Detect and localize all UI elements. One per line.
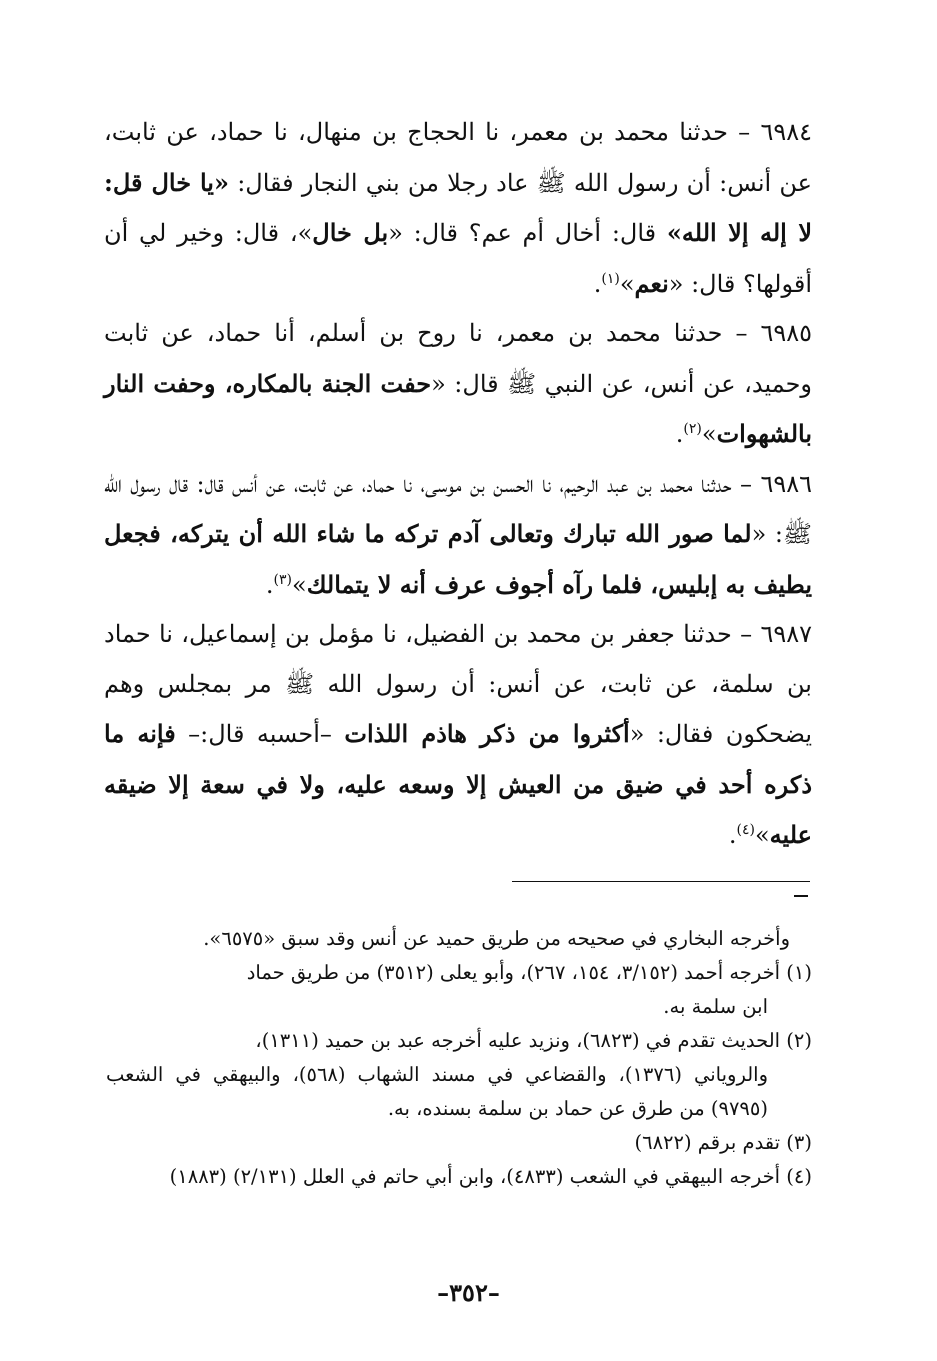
footnote-mark: (٤): [786, 1165, 812, 1188]
footnote-text: أخرجه البيهقي في الشعب (٤٨٣٣)، وابن أبي حاتم في العلل (٢/١٣١) (١٨٨٣): [169, 1165, 781, 1188]
footnote-text: تقدم برقم (٦٨٢٢): [634, 1131, 781, 1154]
hadith-body: [104, 108, 812, 861]
hadith-text: »: [292, 570, 307, 599]
hadith-number: ٦٩٨٥: [760, 319, 812, 347]
prophetic-saying: حفت الجنة بالمكاره، وحفت النار بالشهوات: [104, 368, 812, 448]
footnote-ref: (٢): [683, 421, 702, 437]
period: .: [728, 821, 737, 849]
hadith-6986: [104, 460, 812, 611]
footnote-mark: (١): [786, 961, 812, 984]
footnote-mark: (٢): [786, 1029, 812, 1052]
prophetic-saying: لما صور الله تبارك وتعالى آدم تركه ما شاء الله أن يتركه، فجعل يطيف به إبليس، فلما رآه أجوف عرف أنه لا يتمالك: [104, 519, 812, 599]
footnote-ref: (٣): [273, 571, 293, 588]
hadith-text: »: [754, 821, 770, 849]
footnote-1: [106, 956, 812, 1024]
prophetic-saying: نعم: [634, 268, 669, 298]
footnote-4: [106, 1160, 812, 1194]
hadith-number: ٦٩٨٧: [760, 620, 812, 648]
hadith-number: ٦٩٨٦: [760, 469, 812, 498]
prophetic-saying: بل خال: [312, 218, 389, 247]
footnote-ref: (٤): [736, 822, 755, 838]
footnote-text-continued: والروياني (١٣٧٦)، والقضاعي في مسند الشهاب (٥٦٨)، والبيهقي في الشعب (٩٧٩٥) من طرق عن حماد بن سلمة بسنده، به.: [106, 1063, 768, 1120]
hadith-number: ٦٩٨٤: [760, 118, 812, 146]
dash: –: [731, 620, 753, 648]
footnotes: [106, 922, 812, 1194]
hadith-text: قال: أخال أم عم؟ قال: «: [388, 219, 667, 247]
hadith-text: حدثنا جعفر بن محمد بن الفضيل، نا مؤمل بن إسماعيل، نا حماد بن سلمة، عن ثابت، عن أنس: أن رسول الله ﷺ مر بمجلس وهم يضحكون فقال: «: [104, 620, 812, 748]
hadith-text: حدثنا محمد بن عبد الرحيم، نا الحسن بن موسى، نا حماد، عن ثابت، عن أنس قال: قال رسول الله ﷺ: «: [104, 469, 813, 548]
hadith-6987: [104, 610, 812, 861]
footnote-2: [106, 1024, 812, 1126]
footnote-text-continued: ابن سلمة به.: [663, 995, 768, 1018]
hadith-text: حدثنا محمد بن معمر، نا الحجاج بن منهال، نا حماد، عن ثابت، عن أنس: أن رسول الله ﷺ عاد رجلا من بني النجار فقال:: [104, 118, 813, 197]
hadith-6984: [104, 108, 812, 309]
dash: –: [731, 469, 753, 498]
footnote-text: الحديث تقدم في (٦٨٢٣)، ونزيد عليه أخرجه عبد بن حميد (١٣١١)،: [255, 1029, 781, 1052]
period: .: [593, 269, 602, 298]
period: .: [265, 570, 274, 599]
footnote-ref: (١): [601, 270, 620, 287]
hadith-text: »: [701, 420, 717, 448]
dash: –: [727, 118, 751, 146]
hadith-text: حدثنا محمد بن معمر، نا روح بن أسلم، أنا حماد، عن ثابت وحميد، عن أنس، عن النبي ﷺ قال: «: [104, 319, 812, 398]
prophetic-saying: أكثروا من ذكر هاذم اللذات: [344, 719, 630, 748]
prophetic-saying: «يا خال قل: لا إله إلا الله»: [104, 167, 813, 247]
hadith-6985: [104, 309, 812, 460]
hadith-text: »، قال: وخير لي أن أقولها؟ قال: «: [104, 219, 812, 298]
prophetic-saying: فإنه ما ذكره أحد في ضيق من العيش إلا وسعه عليه، ولا في سعة إلا ضيقه عليه: [104, 719, 812, 849]
hadith-text: –أحسبه قال:–: [175, 720, 345, 748]
footnote-mark: (٣): [786, 1131, 812, 1154]
footnote-separator: [512, 881, 810, 882]
dash: –: [722, 319, 748, 347]
footnote-carryover: وأخرجه البخاري في صحيحه من طريق حميد عن أنس وقد سبق «٦٥٧٥».: [203, 927, 790, 950]
continuation-mark: [794, 895, 808, 897]
footnote-text: أخرجه أحمد (٣/١٥٢، ١٥٤، ٢٦٧)، وأبو يعلى (٣٥١٢) من طريق حماد: [246, 961, 781, 984]
footnote-3: [106, 1126, 812, 1160]
period: .: [675, 420, 684, 448]
page-number: –٣٥٢–: [437, 1278, 500, 1307]
hadith-text: »: [619, 269, 635, 298]
